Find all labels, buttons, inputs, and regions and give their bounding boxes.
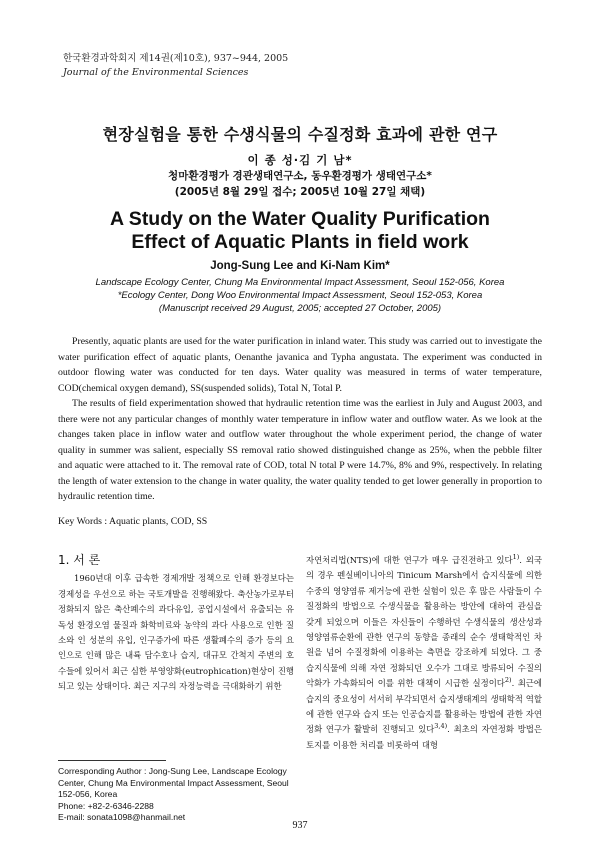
body-text: . 최근에 습지의 중요성이 서서히 부각되면서 습지생태계의 생태학적 역할에 관한 연구와 습지 또는 인공습지를 활용하는 방법에 관한 자연정화 연구가 활발히 진행되고 있다 [306,678,542,735]
footnote-divider [58,760,166,761]
body-column-right [306,553,542,753]
authors-korean: 이 종 성·김 기 남* [247,153,353,167]
citation-ref: 2) [504,676,512,685]
abstract-paragraph-2: The results of field experimentation showed that hydraulic retention time was the earliest in July and August 2003, and there were not any particular changes of monthly water temperature in inflow water and outflow water. As we look at the changes taken place in inflow water and outflow water throughout the whole experiment period, the change of water quality in summer was salient, especially SS removal ratio showed distinguished change as 25%, when the pebble filter and aquatic were attached to it. The removal rate of COD, total N total P were 14.7%, 8% and 9%, respectively. In relating the length of water extension to the change in water quality, the water quality tended to get lower generally in proportion to hydraulic retention time. [58,398,542,502]
body-column-left [58,553,294,695]
title-english [0,208,600,254]
corresponding-author [58,766,294,824]
authors-english: Jong-Sung Lee and Ki-Nam Kim* [210,260,390,272]
title-korean: 현장실험을 통한 수생식물의 수질정화 효과에 관한 연구 [102,125,498,144]
body-paragraph-left: 1960년대 이후 급속한 경제개발 정책으로 인해 환경보다는 경제성을 우선으로 하는 국토개발을 진행해왔다. 축산농가로부터 정화되지 않은 축산폐수의 과다유입, 공업시설에서 유출되는 유독성 환경오염 물질과 화학비료와 농약의 과다 사용으로 인한 질소와 인 성분의 유입, 인구증가에 따른 생활폐수의 증가 등의 요인으로 인해 많은 내륙 담수호나 습지, 대규모 간척지 주변의 호수들에 있어서 최근 심한 부영양화(eutrophication)현상이 진행되고 있는 상태이다. 최근 지구의 자정능력을 극대화하기 위한 [58,573,294,692]
citation-ref: 1) [512,553,520,562]
dates-korean: (2005년 8월 29일 접수; 2005년 10월 27일 채택) [174,186,426,198]
keywords: Key Words : Aquatic plants, COD, SS [58,516,208,527]
affiliation-korean: 청마환경평가 경관생태연구소, 동우환경평가 생태연구소* [168,170,432,182]
section-heading: 1. 서 론 [58,553,101,567]
page-number: 937 [292,820,308,831]
corresponding-author-phone: Phone: +82-2-6346-2288 [58,800,154,811]
abstract-paragraph-1: Presently, aquatic plants are used for the water purification in inland water. This study was carried out to investigate the water purification effect of aquatic plants, Oenanthe javanica and Typha angustata. The experiment was conducted in outdoor flowing water was conducted for ten days. Water quality was measured in terms of water temperature, COD(chemical oxygen demand), SS(suspended solids), Total N, Total P. [58,336,542,394]
affiliations-english [0,276,600,315]
abstract [58,334,542,505]
corresponding-author-info: Corresponding Author : Jong-Sung Lee, Landscape Ecology Center, Chung Ma Environmental Impact Assessment, Seoul 152-056, Korea [58,766,289,800]
body-text: 자연처리법(NTS)에 대한 연구가 매우 급진전하고 있다 [306,555,513,565]
body-text: . 최초의 자연정화 방법은 토지를 이용한 처리를 비롯하여 대형 [306,724,542,750]
title-english-line1: A Study on the Water Quality Purification [110,208,490,230]
title-english-line2: Effect of Aquatic Plants in field work [131,231,469,253]
affiliation-2: *Ecology Center, Dong Woo Environmental Impact Assessment, Seoul 152-053, Korea [117,290,483,301]
citation-ref: 3,4) [434,722,448,731]
body-text: . 외국의 경우 펜실베이니아의 Tinicum Marsh에서 습지식물에 의한 수중의 영양염류 제거능에 관한 실험이 있은 후 많은 사람들이 수질정화의 방법으로 수생식물을 활용하는 방안에 대하여 관심을 갖게 되었으며 이들은 자신들이 수행하던 수생식물의 생산성과 영양염류순환에 관한 연구의 동향을 종래의 순수 생태학적인 차원을 넘어 수질정화에 이용하는 측면을 강조하게 되었다. 그 중 습지식물에 의해 자연 정화되던 오수가 그대로 방류되어 수질의 악화가 가속화되어 이를 위한 대책이 시급한 실정이다 [306,555,542,689]
journal-citation-ko: 한국환경과학회지 제14권(제10호), 937~944, 2005 [63,53,289,64]
journal-name-en: Journal of the Environmental Sciences [63,67,249,78]
body-paragraph-right [306,553,542,753]
affiliation-1: Landscape Ecology Center, Chung Ma Environmental Impact Assessment, Seoul 152-056, Korea [95,277,505,288]
manuscript-dates: (Manuscript received 29 August, 2005; accepted 27 October, 2005) [158,303,442,314]
corresponding-author-email: E-mail: sonata1098@hanmail.net [58,812,186,823]
journal-header [63,52,288,80]
